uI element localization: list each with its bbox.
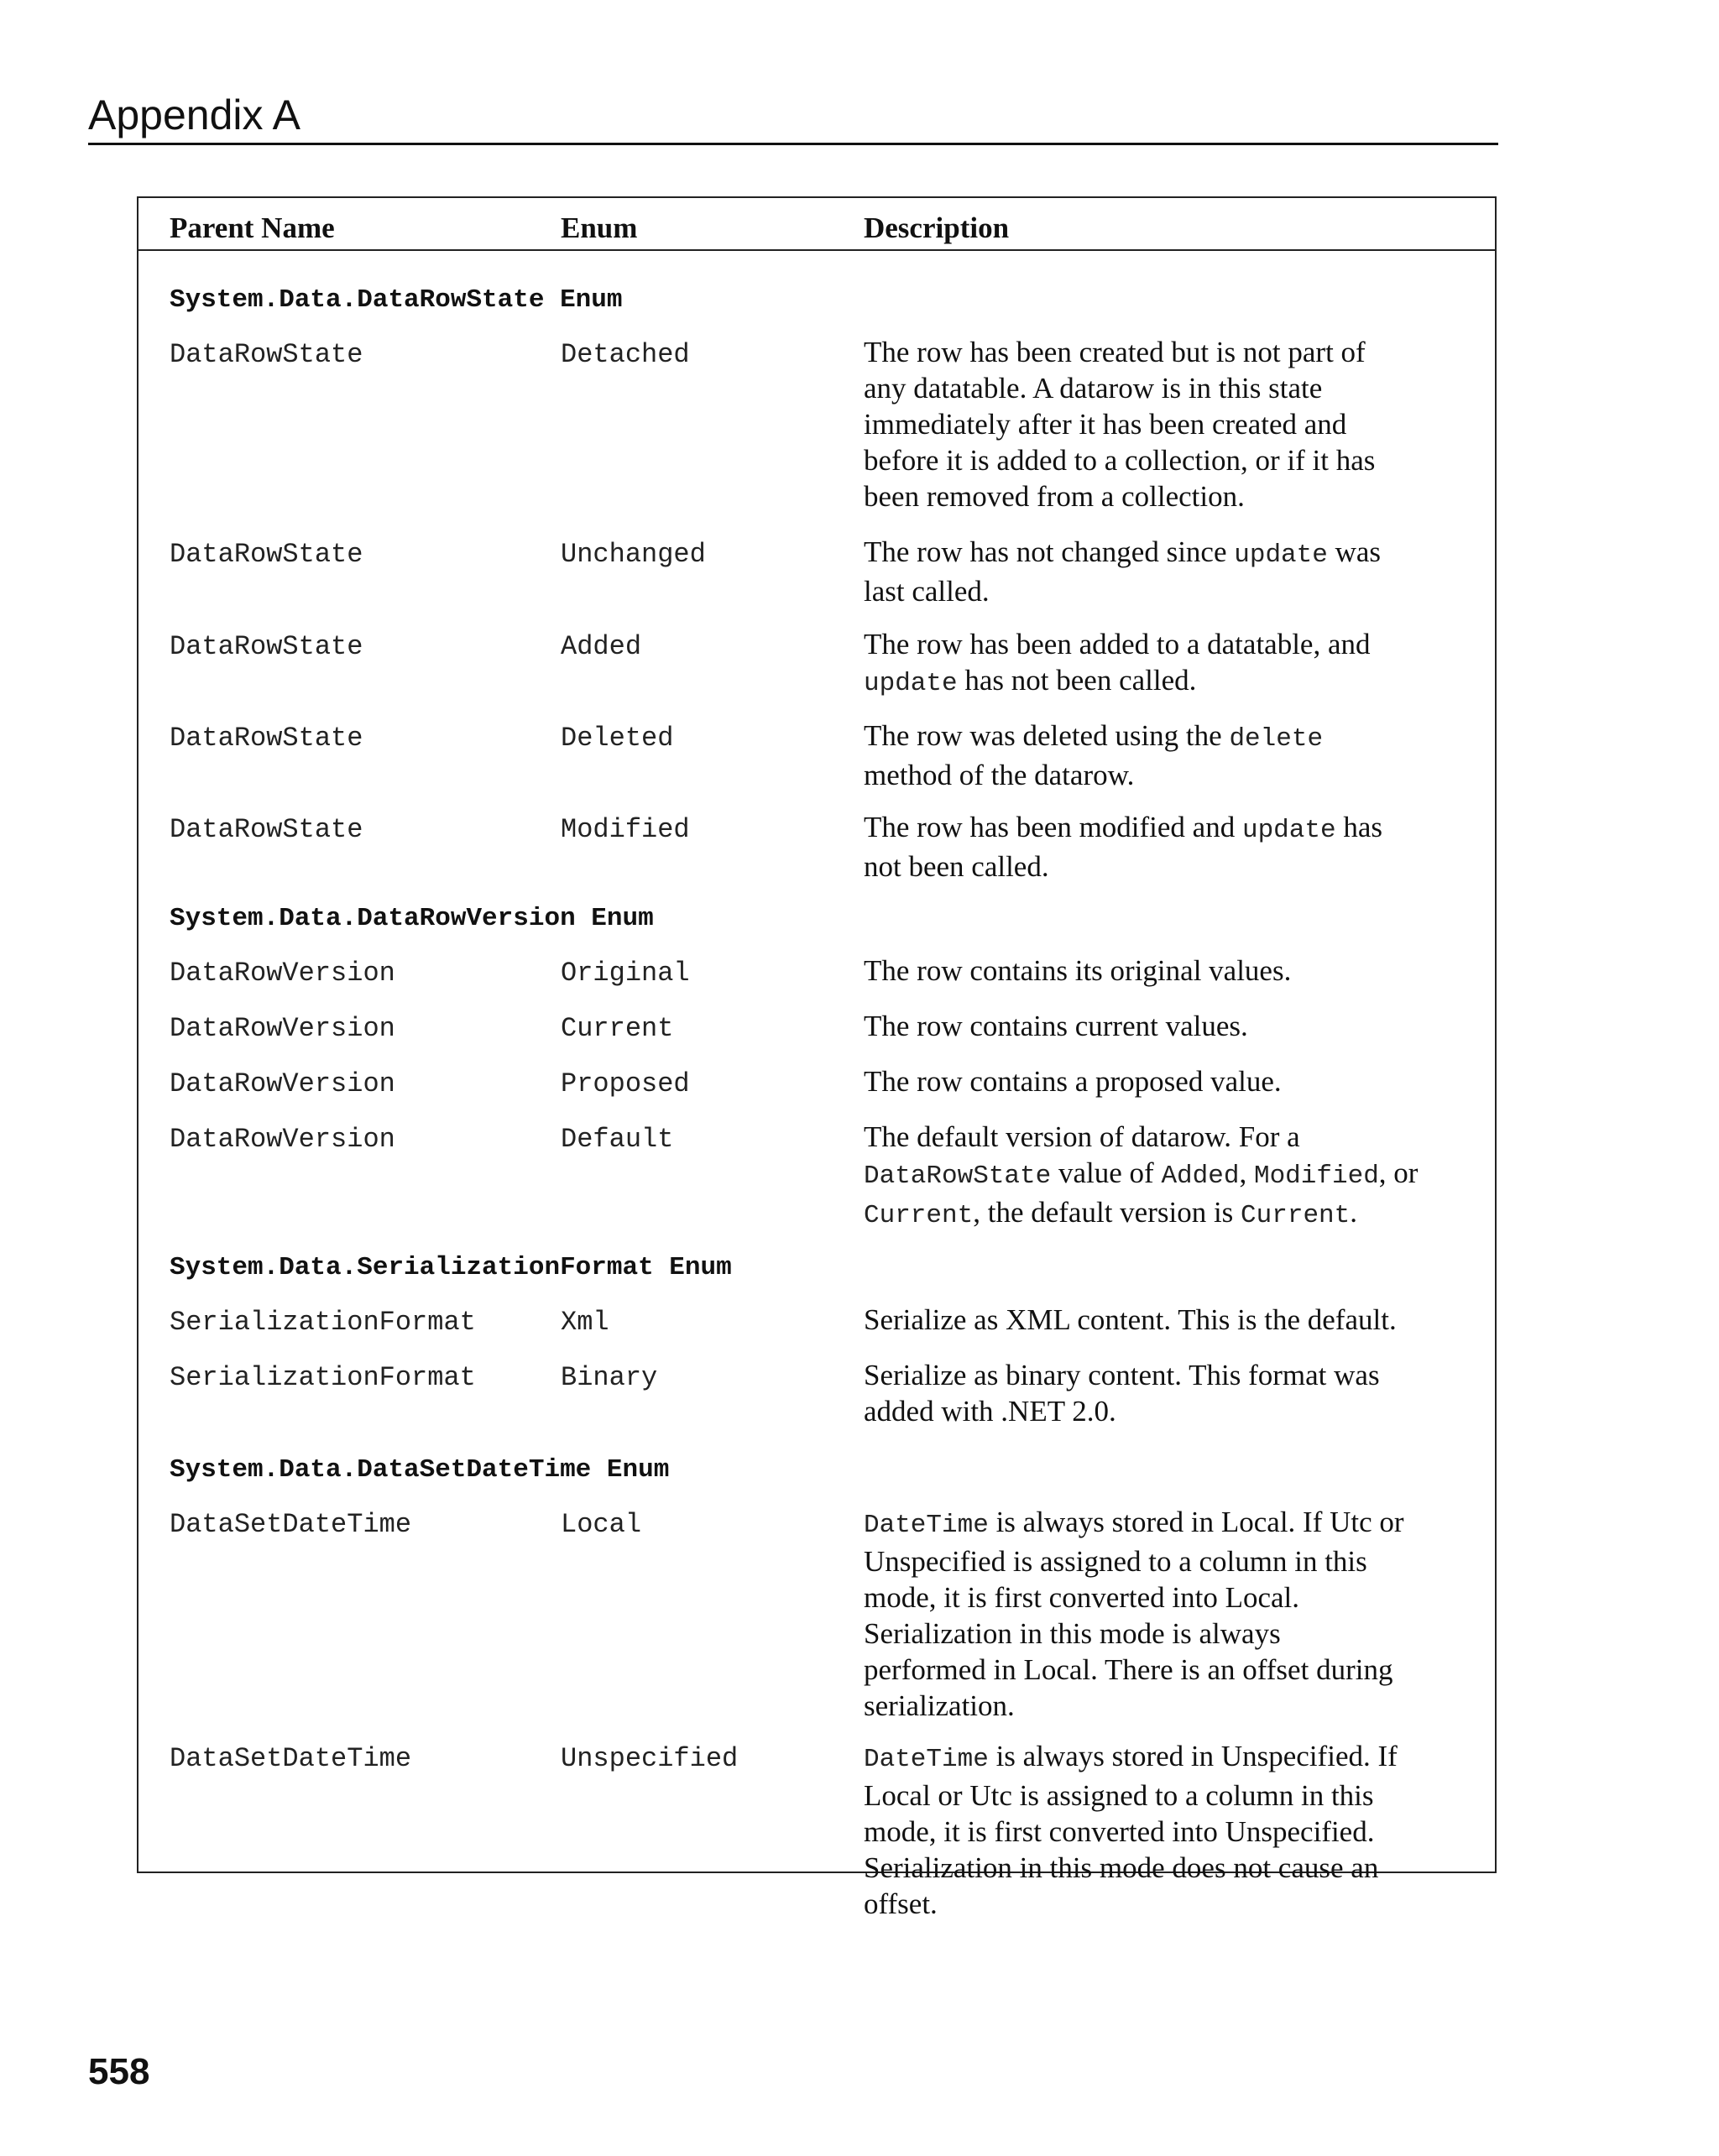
cell-parent-name: DataSetDateTime bbox=[170, 1743, 412, 1774]
cell-description bbox=[864, 1119, 1468, 1234]
column-header-parent-name: Parent Name bbox=[170, 211, 335, 244]
cell-description bbox=[864, 1738, 1468, 1922]
description-text: Serialize as XML content. This is the default. bbox=[864, 1303, 1397, 1336]
description-text: The row contains current values. bbox=[864, 1010, 1248, 1042]
cell-parent-name: DataRowState bbox=[170, 631, 363, 662]
cell-parent-name: DataRowState bbox=[170, 339, 363, 370]
description-text: has not been called. bbox=[957, 664, 1197, 697]
description-text: before it is added to a collection, or if it has bbox=[864, 444, 1376, 477]
description-text: The row has not changed since bbox=[864, 535, 1235, 568]
cell-parent-name: DataRowState bbox=[170, 539, 363, 570]
description-line bbox=[864, 953, 1468, 989]
cell-description bbox=[864, 718, 1468, 793]
description-line bbox=[864, 334, 1468, 370]
cell-description bbox=[864, 534, 1468, 609]
description-text: not been called. bbox=[864, 850, 1049, 883]
inline-code: DataRowState bbox=[864, 1162, 1052, 1191]
section-title: System.Data.DataRowVersion Enum bbox=[170, 904, 654, 933]
cell-enum: Default bbox=[561, 1124, 674, 1155]
description-text: Local or Utc is assigned to a column in this bbox=[864, 1779, 1374, 1812]
description-text: The row has been modified and bbox=[864, 811, 1242, 843]
description-line bbox=[864, 1652, 1468, 1688]
description-line bbox=[864, 1504, 1468, 1543]
description-line bbox=[864, 1302, 1468, 1338]
description-text: last called. bbox=[864, 575, 990, 608]
description-text: was bbox=[1327, 535, 1382, 568]
inline-code: Current bbox=[864, 1201, 974, 1230]
cell-parent-name: SerializationFormat bbox=[170, 1307, 476, 1338]
inline-code: Modified bbox=[1253, 1162, 1379, 1191]
description-text: Serialization in this mode is always bbox=[864, 1617, 1281, 1650]
description-text: immediately after it has been created and bbox=[864, 408, 1347, 441]
description-text: mode, it is first converted into Unspecified. bbox=[864, 1815, 1375, 1848]
column-header-description: Description bbox=[864, 211, 1010, 244]
cell-parent-name: DataRowVersion bbox=[170, 1068, 395, 1099]
description-line bbox=[864, 1616, 1468, 1652]
inline-code: Current bbox=[1241, 1201, 1351, 1230]
description-line bbox=[864, 534, 1468, 573]
description-text: The row contains its original values. bbox=[864, 954, 1292, 987]
description-text: Serialize as binary content. This format was bbox=[864, 1359, 1380, 1391]
description-text: The row has been created but is not part of bbox=[864, 336, 1366, 368]
description-text: any datatable. A datarow is in this state bbox=[864, 372, 1323, 405]
description-line bbox=[864, 1738, 1468, 1778]
inline-code: DateTime bbox=[864, 1745, 989, 1774]
cell-description bbox=[864, 1063, 1468, 1099]
description-line bbox=[864, 1194, 1468, 1234]
description-line bbox=[864, 848, 1468, 885]
cell-enum: Current bbox=[561, 1013, 674, 1044]
cell-parent-name: SerializationFormat bbox=[170, 1362, 476, 1393]
cell-description bbox=[864, 809, 1468, 885]
description-text: is always stored in Local. If Utc or bbox=[988, 1506, 1404, 1538]
cell-parent-name: DataRowVersion bbox=[170, 1013, 395, 1044]
description-line bbox=[864, 1008, 1468, 1044]
cell-enum: Unchanged bbox=[561, 539, 706, 570]
description-text: , or bbox=[1378, 1156, 1419, 1189]
cell-parent-name: DataRowVersion bbox=[170, 1124, 395, 1155]
description-line bbox=[864, 1393, 1468, 1429]
page-number: 558 bbox=[88, 2051, 150, 2092]
cell-description bbox=[864, 953, 1468, 989]
description-line bbox=[864, 809, 1468, 848]
description-text: , the default version is bbox=[973, 1196, 1241, 1229]
description-text: Serialization in this mode does not cause an bbox=[864, 1851, 1379, 1884]
description-text: value of bbox=[1051, 1156, 1162, 1189]
description-text: , bbox=[1239, 1156, 1254, 1189]
section-title: System.Data.DataRowState Enum bbox=[170, 285, 623, 315]
description-line bbox=[864, 757, 1468, 793]
cell-enum: Original bbox=[561, 958, 690, 989]
cell-enum: Binary bbox=[561, 1362, 658, 1393]
description-text: performed in Local. There is an offset during bbox=[864, 1653, 1393, 1686]
description-text: offset. bbox=[864, 1887, 938, 1920]
cell-description bbox=[864, 1008, 1468, 1044]
cell-parent-name: DataRowVersion bbox=[170, 958, 395, 989]
description-line bbox=[864, 626, 1468, 662]
description-text: added with .NET 2.0. bbox=[864, 1395, 1116, 1428]
description-text: has bbox=[1335, 811, 1382, 843]
description-text: mode, it is first converted into Local. bbox=[864, 1581, 1300, 1614]
description-text: The default version of datarow. For a bbox=[864, 1120, 1300, 1153]
description-line bbox=[864, 1579, 1468, 1616]
cell-parent-name: DataRowState bbox=[170, 814, 363, 845]
cell-parent-name: DataSetDateTime bbox=[170, 1509, 412, 1540]
inline-code: DateTime bbox=[864, 1511, 989, 1540]
cell-enum: Added bbox=[561, 631, 642, 662]
cell-description bbox=[864, 1504, 1468, 1724]
cell-description bbox=[864, 334, 1468, 514]
description-line bbox=[864, 1543, 1468, 1579]
section-title: System.Data.SerializationFormat Enum bbox=[170, 1253, 732, 1282]
section-title: System.Data.DataSetDateTime Enum bbox=[170, 1455, 670, 1485]
description-line bbox=[864, 573, 1468, 609]
description-line bbox=[864, 1119, 1468, 1155]
cell-description bbox=[864, 1357, 1468, 1429]
inline-code: delete bbox=[1229, 724, 1324, 754]
cell-enum: Xml bbox=[561, 1307, 609, 1338]
cell-parent-name: DataRowState bbox=[170, 723, 363, 754]
running-head: Appendix A bbox=[88, 91, 300, 138]
description-line bbox=[864, 1155, 1468, 1194]
column-header-enum: Enum bbox=[561, 211, 638, 244]
description-line bbox=[864, 1778, 1468, 1814]
description-line bbox=[864, 1814, 1468, 1850]
table-header-rule bbox=[137, 249, 1497, 251]
cell-enum: Local bbox=[561, 1509, 642, 1540]
cell-enum: Unspecified bbox=[561, 1743, 739, 1774]
inline-code: update bbox=[1234, 540, 1328, 570]
description-text: method of the datarow. bbox=[864, 759, 1135, 791]
cell-enum: Deleted bbox=[561, 723, 674, 754]
description-text: The row was deleted using the bbox=[864, 719, 1230, 752]
description-line bbox=[864, 1357, 1468, 1393]
description-text: The row contains a proposed value. bbox=[864, 1065, 1282, 1098]
description-text: . bbox=[1350, 1196, 1358, 1229]
cell-description bbox=[864, 1302, 1468, 1338]
inline-code: update bbox=[1241, 816, 1336, 845]
description-line bbox=[864, 718, 1468, 757]
description-text: The row has been added to a datatable, and bbox=[864, 628, 1371, 660]
description-text: is always stored in Unspecified. If bbox=[988, 1740, 1398, 1772]
cell-enum: Modified bbox=[561, 814, 690, 845]
description-line bbox=[864, 1688, 1468, 1724]
description-line bbox=[864, 478, 1468, 514]
description-text: serialization. bbox=[864, 1689, 1015, 1722]
description-line bbox=[864, 406, 1468, 442]
cell-enum: Proposed bbox=[561, 1068, 690, 1099]
header-rule bbox=[88, 143, 1498, 145]
cell-enum: Detached bbox=[561, 339, 690, 370]
description-line bbox=[864, 1063, 1468, 1099]
cell-description bbox=[864, 626, 1468, 702]
inline-code: update bbox=[864, 669, 958, 698]
description-line bbox=[864, 662, 1468, 702]
description-line bbox=[864, 1850, 1468, 1886]
inline-code: Added bbox=[1161, 1162, 1240, 1191]
description-line bbox=[864, 1886, 1468, 1922]
description-text: been removed from a collection. bbox=[864, 480, 1245, 513]
description-line bbox=[864, 370, 1468, 406]
description-text: Unspecified is assigned to a column in this bbox=[864, 1545, 1367, 1578]
description-line bbox=[864, 442, 1468, 478]
